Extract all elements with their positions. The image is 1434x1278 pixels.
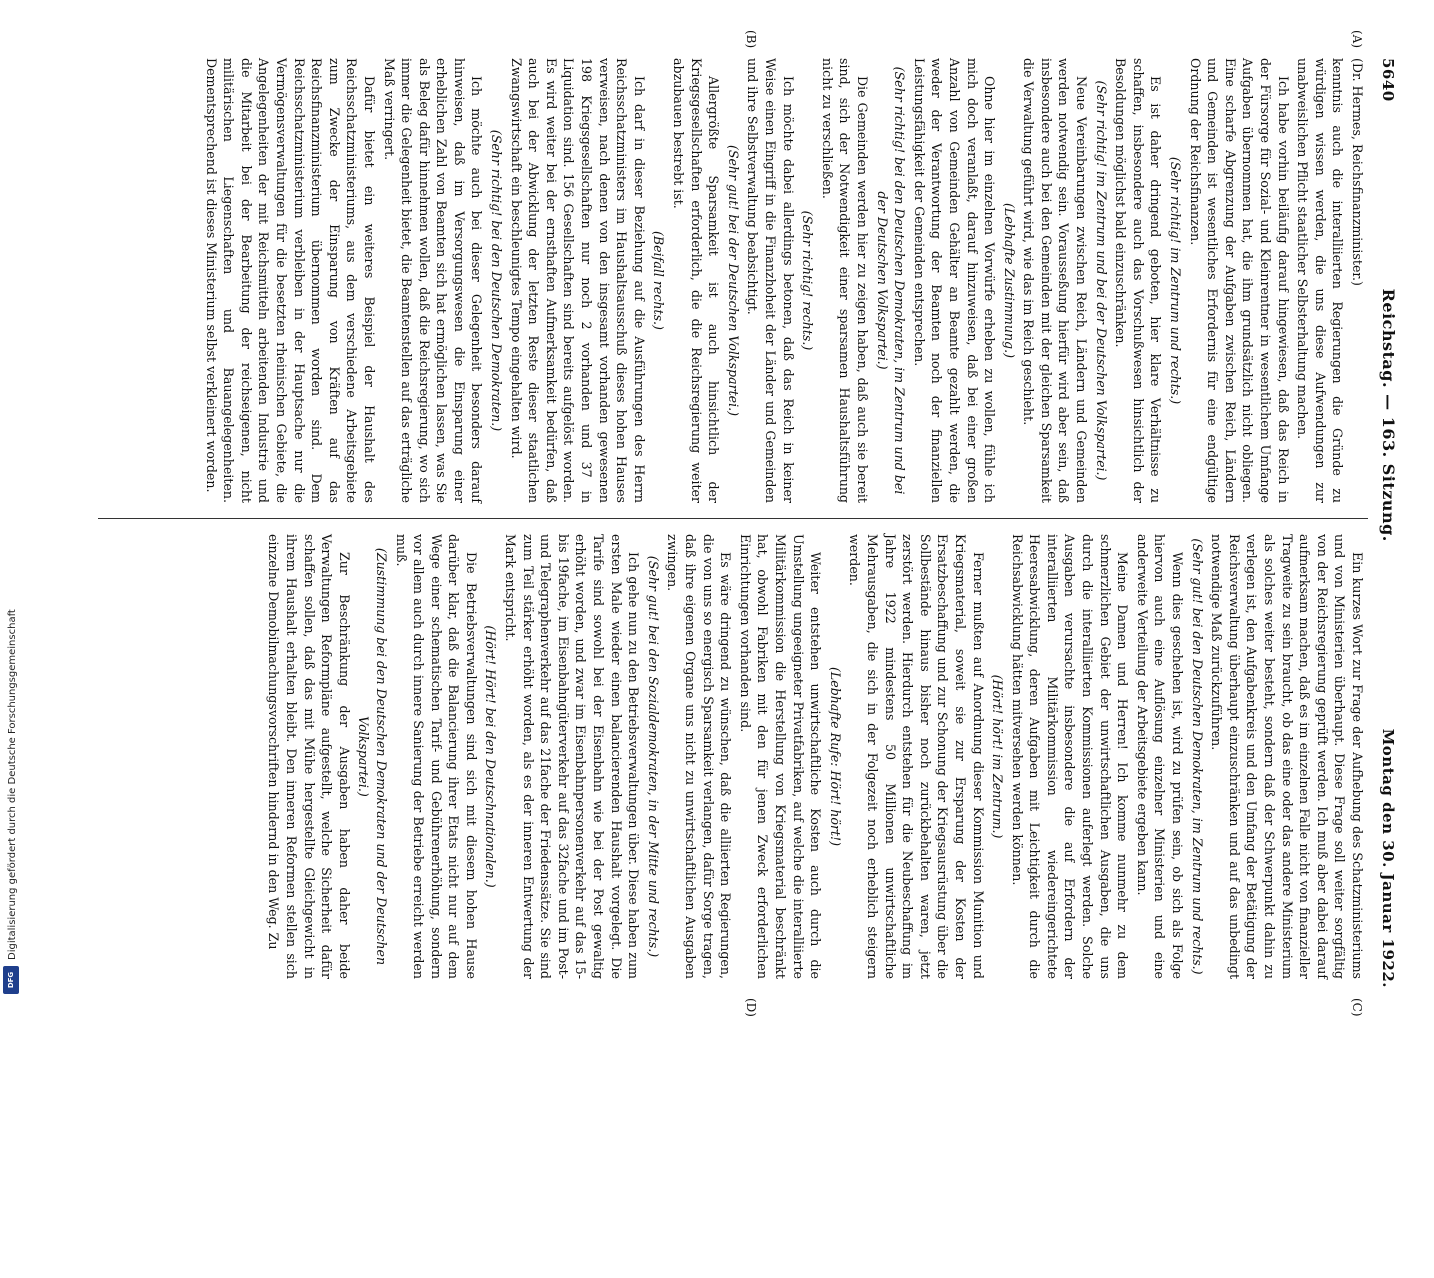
margin-mark-c: (C) <box>1350 998 1364 1017</box>
interjection: (Sehr richtig! rechts.) <box>800 210 816 351</box>
interjection: (Sehr richtig! im Zentrum und bei der Deutschen Volkspartei.) <box>1093 80 1109 481</box>
paragraph: Ein kurzes Wort zur Frage der Aufhebung des Schatzministeriums und von Ministerien überhaupt. Diese Frage soll weiter sorgfältig von der Reichsregierung geprüft werden. Ich muß aber dabei darauf aufmerksam machen, daß es im einzelnen Falle nicht von finanzieller Tragweite zu sein braucht, ob das eine oder das andere Ministerium als solches weiter besteht, sondern daß der Schwerpunkt dahin zu verlegen ist, den Aufgabenkreis und den Umfang der Betätigung der Reichsverwaltung überhaupt einzuschränken und auf das unbedingt notwendige Maß zurückzuführen. <box>1209 534 1365 979</box>
paragraph: Weiter entstehen unwirtschaftliche Kosten auch durch die Umstellung ungeeigneter Privatfabriken, auf welche die interalliierte Militärkommission die Herstellung von Kriegsmaterial beschränkt hat, obwohl Fabriken mit den für jenen Zweck erforderlichen Einrichtungen vorhanden sind. <box>737 534 824 979</box>
interjection: (Hört! hört! im Zentrum.) <box>990 674 1006 839</box>
paragraph: Neue Vereinbarungen zwischen Reich, Ländern und Gemeinden werden notwendig sein. Vorausseßung hierfür wird aber sein, daß insbesondere auch bei den Gemeinden mit der gleichen Sparsamkeit die Verwaltung geführt wird, wie das im Reich geschieht. <box>1021 58 1090 503</box>
document-page <box>88 30 1398 1017</box>
paragraph: Ich darf in dieser Beziehung auf die Ausführungen des Herrn Reichsschatzministers im Haushaltsausschuß dieses hohen Hauses verweisen, nach denen von den insgesamt vorhanden gewesenen 198 Kriegsgesellschaften nur noch 2 vorhanden und 37 in Liquidation sind. 156 Gesellschaften sind bereits aufgelöst worden. Es wird weiter bei der ernsthaften Aufmerksamkeit bedürfen, daß auch bei der Abwicklung der letzten Reste dieser staatlichen Zwangswirtschaft ein beschleunigtes Tempo eingehalten wird. <box>508 58 647 503</box>
interjection: (Sehr richtig! im Zentrum und rechts.) <box>1168 156 1184 405</box>
page-number: 5640 <box>1379 58 1397 102</box>
paragraph: Ich gehe nun zu den Betriebsverwaltungen über. Diese haben zum ersten Male wieder einen balancierenden Haushalt vorgelegt. Die Tarife sind sowohl bei der Eisenbahn wie bei der Post gewaltig erhöht worden, und zwar im Eisenbahnpersonenverkehr auf das 15- bis 19fache, im Eisenbahngüterverkehr auf das 32fache und im Post- und Telegraphenverkehr auf das 21fache der Friedenssätze. Sie sind zum Teil stärker erhöht worden, als es der inneren Entwertung der Mark entspricht. <box>503 534 642 979</box>
paragraph: (Dr. Hermes, Reichsfinanzminister.) <box>1350 58 1365 286</box>
paragraph: Die Gemeinden werden hier zu zeigen haben, daß auch sie bereit sind, sich der Notwendigkeit einer sparsamen Haushaltsführung nicht zu verschließen. <box>819 58 870 503</box>
credit-text: Digitalisierung gefördert durch die Deutsche Forschungsgemeinschaft <box>7 609 18 960</box>
page-scan <box>88 30 1398 1278</box>
interjection: (Sehr richtig! bei den Deutschen Demokraten, im Zentrum und bei der Deutschen Volkspartei.) <box>874 66 908 495</box>
header-date: Montag den 30. Januar 1922. <box>1379 728 1397 988</box>
margin-mark-a: (A) <box>1350 30 1364 49</box>
interjection: (Sehr gut! bei den Sozialdemokraten, in der Mitte und rechts.) <box>645 555 661 958</box>
paragraph: Ferner mußten auf Anordnung dieser Kommission Munition und Kriegsmaterial, soweit sie zur Ersparung der Kosten der Ersatzbeschaffung und zur Schonung der Kriegsausrüstung über die Sollbestände hinaus bisher noch zurückbehalten waren, jetzt zerstört werden. Hierdurch entstehen für die Neubeschaffung im Jahre 1922 mindestens 50 Millionen unwirtschaftliche Mehrausgaben, die sich in der Folgezeit noch erheblich steigern werden. <box>847 534 986 979</box>
interjection: (Sehr gut! bei der Deutschen Volkspartei.) <box>725 144 741 417</box>
page-header <box>1372 58 1398 988</box>
interjection: (Hört! Hört! bei den Deutschnationalen.) <box>483 625 499 888</box>
header-title: Reichstag. — 163. Sitzung. <box>1379 288 1398 542</box>
margin-mark-d: (D) <box>744 998 758 1017</box>
paragraph: Ohne hier im einzelnen Vorwürfe erheben zu wollen, fühle ich mich doch veranlaßt, darauf hinzuweisen, daß bei einer großen Anzahl von Gemeinden Gehälter an Beamte gezahlt werden, die weder der Verantwortung der Beamten noch der finanziellen Leistungsfähigkeit der Gemeinden entsprechen. <box>911 58 998 503</box>
left-column <box>200 58 1366 503</box>
interjection: (Zustimmung bei den Deutschen Demokraten und der Deutschen Volkspartei.) <box>356 547 389 966</box>
paragraph: Es wäre dringend zu wünschen, daß die alliierten Regierungen, die von uns so energisch Sparsamkeit verlangen, dafür Sorge tragen, daß ihre eigenen Organe uns nicht zu unwirtschaftlichen Ausgaben zwingen. <box>665 534 734 979</box>
paragraph: Ich habe vorhin beiläufig darauf hingewiesen, daß das Reich in der Fürsorge für Sozial- und Kleinrentner in wesentlichem Umfange Aufgaben übernommen hat, die ihm grundsätzlich nicht obliegen. Eine scharfe Abgrenzung der Aufgaben zwischen Reich, Ländern und Gemeinden ist wesentliches Erfordernis für eine endgültige Ordnung der Reichsfinanzen. <box>1187 58 1291 503</box>
interjection: (Lebhafte Zustimmung.) <box>1001 202 1017 359</box>
interjection: (Lebhafte Rufe: Hört! hört!) <box>827 667 843 846</box>
interjection: (Sehr gut! bei den Deutschen Demokraten, im Zentrum und rechts.) <box>1189 538 1205 975</box>
paragraph: kenntnis auch die interalliierten Regierungen die Gründe zu würdigen wissen werden, die uns diese Aufwendungen zur unabweislichen Pflicht staatlicher Selbsterhaltung machen. <box>1295 58 1346 503</box>
interjection: (Sehr richtig! bei den Deutschen Demokraten.) <box>489 129 505 432</box>
paragraph: Ich möchte auch bei dieser Gelegenheit besonders darauf hinweisen, daß im Versorgungswesen die Einsparung einer erheblichen Zahl von Beamten sich hat ermöglichen lassen, was Sie als Beleg dafür hinnehmen wollen, daß die Reichsregierung, wo sich immer die Gelegenheit bietet, die Beamtenstellen auf das erträgliche Maß verringert. <box>381 58 485 503</box>
paragraph: Zur Beschränkung der Ausgaben haben daher beide Verwaltungen Reformpläne aufgestellt, welche Sicherheit dafür schaffen sollen, daß das mit Mühe hergestellte Gleichgewicht in ihrem Haushalt erhalten bleibt. Den inneren Reformen stellen sich einzelne Demobilmachungsvorschriften hindernd in den Weg. Zu <box>266 534 352 979</box>
right-column <box>263 534 1366 979</box>
dfg-logo-icon <box>3 966 19 994</box>
dfg-logo-text: DFG <box>7 971 15 989</box>
margin-mark-b: (B) <box>744 30 758 49</box>
paragraph: Wenn dies geschehen ist, wird zu prüfen sein, ob sich als Folge hiervon auch eine Auflösung einzelner Ministerien und eine anderweite Verteilung der Arbeitsgebiete ergeben kann. <box>1134 534 1186 979</box>
credit-strip <box>0 0 22 1000</box>
paragraph: Dafür bietet ein weiteres Beispiel der Haushalt des Reichsschatzministeriums, aus dem verschiedene Arbeitsgebiete zum Zwecke der Einsparung von Kräften auf das Reichsfinanzministerium übernommen worden sind. Dem Reichsschatzministerium verbleiben in der Hauptsache nur die Vermögensverwaltungen für die besetzten rheinischen Gebiete, die Angelegenheiten der mit Reichsmitteln arbeitenden Industrie und die Mitarbeit bei der Bearbeitung der reichseigenen, nicht militärischen Liegenschaften und Bauangelegenheiten. Dementsprechend ist dieses Ministerium selbst verkleinert worden. <box>203 58 377 503</box>
paragraph: Meine Damen und Herren! Ich komme nunmehr zu dem schmerzlichen Gebiet der unwirtschaftlichen Ausgaben, die uns durch die interalliierten Kommissionen auferlegt werden. Solche Ausgaben verursachte insbesondere die auf Erfordern der interalliierten Militärkommission wiedereingerichtete Heeresabwicklung, deren Aufgaben mit Leichtigkeit durch die Reichsabwicklung hätten mitversehen werden können. <box>1009 534 1131 979</box>
paragraph: Allergrößte Sparsamkeit ist auch hinsichtlich der Kriegsgesellschaften erforderlich, die die Reichsregierung weiter abzubauen bestrebt ist. <box>671 58 722 503</box>
paragraph: Ich möchte dabei allerdings betonen, daß das Reich in keiner Weise einen Eingriff in die Finanzhoheit der Länder und Gemeinden und ihre Selbstverwaltung beabsichtigt. <box>745 58 796 503</box>
paragraph: Die Betriebsverwaltungen sind sich mit diesem hohen Hause darüber klar, daß die Balancierung ihrer Etats nicht nur auf dem Wege einer schematischen Tarif- und Gebührenerhöhung, sondern vor allem auch durch innere Sanierung der Betriebe erreicht werden muß. <box>393 534 479 979</box>
column-divider <box>98 518 1368 519</box>
interjection: (Beifall rechts.) <box>651 231 667 330</box>
paragraph: Es ist daher dringend geboten, hier klare Verhältnisse zu schaffen, insbesondere auch das Vorschußwesen hinsichtlich der Besoldungen möglichst bald einzuschränken. <box>1113 58 1164 503</box>
